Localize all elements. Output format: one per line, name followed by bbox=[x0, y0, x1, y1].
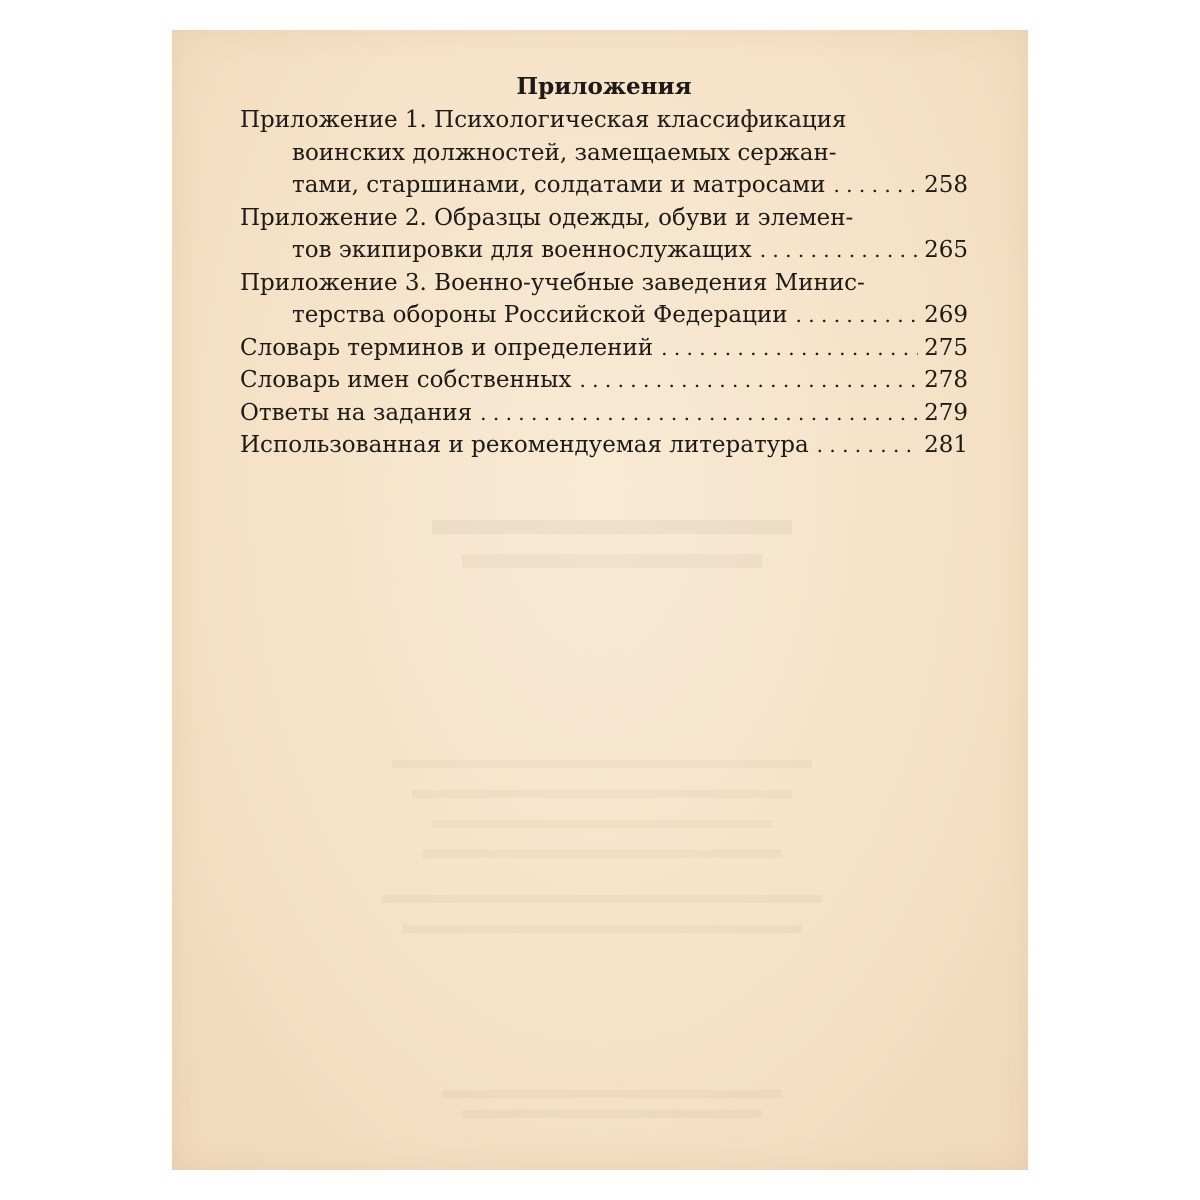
dot-leader bbox=[817, 429, 918, 462]
toc-entry-text: Приложение 2. Образцы одежды, обуви и элемен- bbox=[240, 204, 854, 231]
bleed-through-texture bbox=[372, 510, 852, 1130]
dot-leader bbox=[796, 299, 919, 332]
toc-entry-line bbox=[240, 429, 968, 462]
toc-entry-text: терства обороны Российской Федерации bbox=[292, 302, 788, 328]
toc-page-number: 265 bbox=[924, 237, 968, 263]
toc-entry-line bbox=[240, 202, 968, 235]
toc-entry-line bbox=[240, 137, 968, 170]
dot-leader bbox=[833, 169, 918, 202]
toc-entry-text: Использованная и рекомендуемая литература bbox=[240, 432, 809, 458]
toc-page-number: 279 bbox=[924, 399, 968, 426]
toc-entry-text: Приложение 3. Военно-учебные заведения Минис- bbox=[240, 269, 865, 296]
table-of-contents bbox=[240, 70, 968, 462]
toc-entry-appendix-2 bbox=[240, 202, 968, 267]
book-page bbox=[172, 30, 1028, 1170]
toc-entry-appendix-1 bbox=[240, 104, 968, 202]
toc-entry-literature bbox=[240, 429, 968, 462]
toc-entry-text: Ответы на задания bbox=[240, 399, 473, 426]
dot-leader bbox=[760, 234, 918, 267]
dot-leader bbox=[480, 397, 918, 430]
toc-entry-text: воинских должностей, замещаемых сержан- bbox=[292, 139, 837, 166]
toc-page-number: 275 bbox=[924, 334, 968, 361]
toc-entry-text: тами, старшинами, солдатами и матросами bbox=[292, 172, 826, 198]
toc-entry-appendix-3 bbox=[240, 267, 968, 332]
toc-entry-answers bbox=[240, 397, 968, 430]
toc-page-number: 278 bbox=[924, 367, 968, 393]
toc-entry-line bbox=[240, 299, 968, 332]
toc-entry-text: Словарь терминов и определений bbox=[240, 334, 654, 361]
toc-entry-line bbox=[240, 332, 968, 365]
dot-leader bbox=[661, 332, 918, 365]
toc-page-number: 281 bbox=[924, 432, 968, 458]
toc-title: Приложения bbox=[516, 73, 692, 100]
toc-entry-text: тов экипировки для военнослужащих bbox=[292, 237, 752, 263]
toc-entry-line bbox=[240, 234, 968, 267]
toc-entry-text: Приложение 1. Психологическая классификация bbox=[240, 107, 847, 133]
toc-entry-line bbox=[240, 364, 968, 397]
toc-entry-line bbox=[240, 104, 968, 137]
toc-entry-line bbox=[240, 397, 968, 430]
toc-entry-proper-names bbox=[240, 364, 968, 397]
dot-leader bbox=[579, 364, 918, 397]
toc-entry-glossary bbox=[240, 332, 968, 365]
toc-entry-line bbox=[240, 267, 968, 300]
toc-entry-text: Словарь имен собственных bbox=[240, 367, 572, 393]
toc-page-number: 269 bbox=[924, 302, 968, 328]
toc-entry-line bbox=[240, 169, 968, 202]
toc-page-number: 258 bbox=[924, 172, 968, 198]
